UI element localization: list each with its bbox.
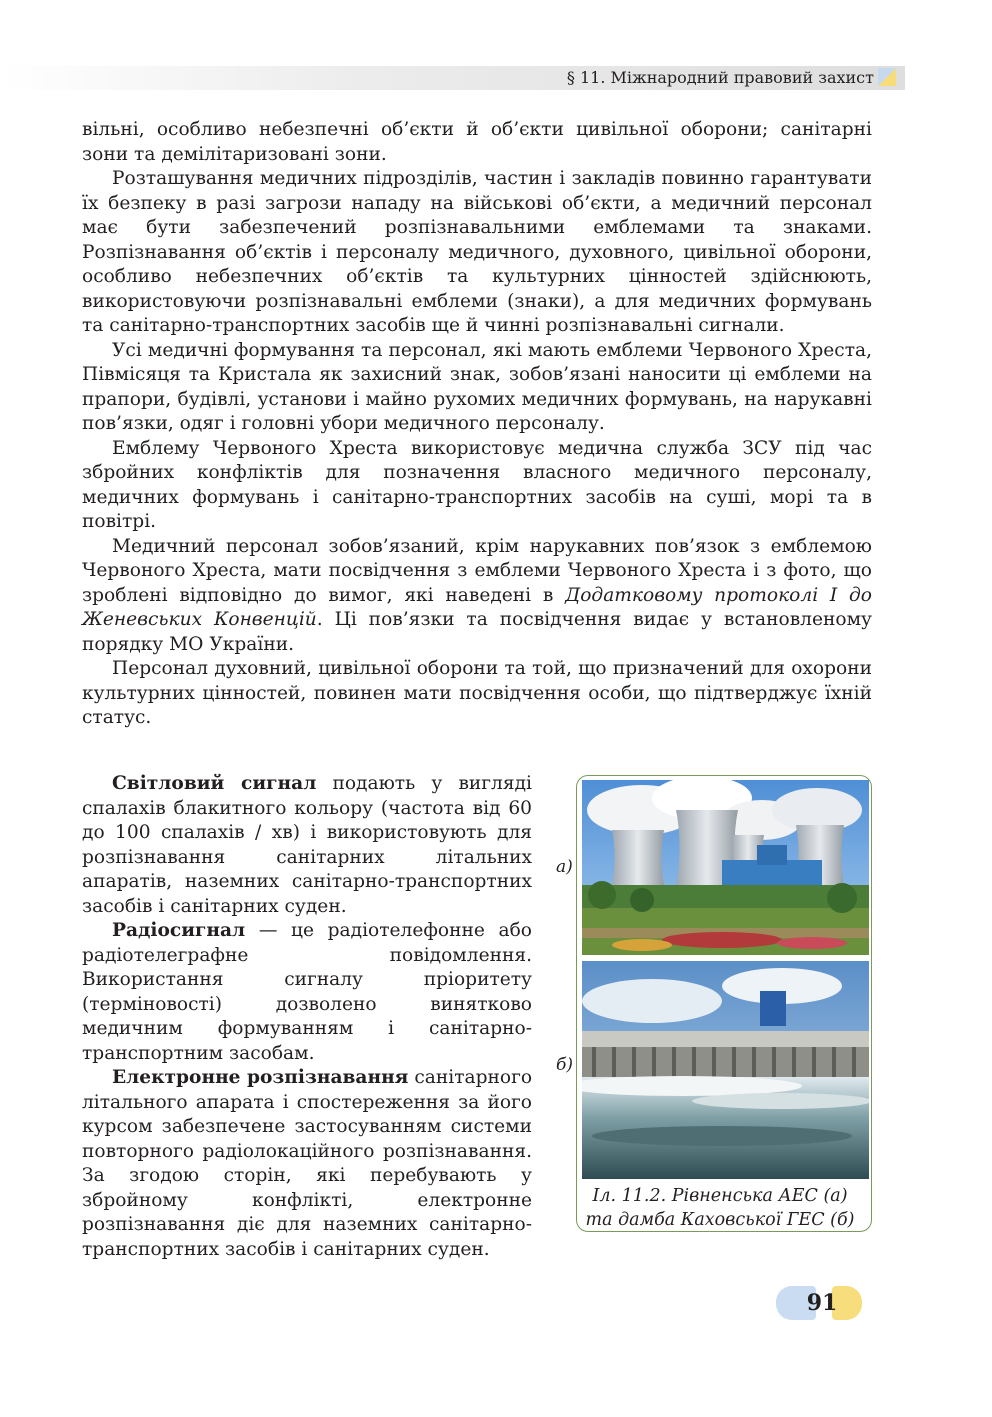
- left-column: [82, 772, 532, 1262]
- paragraph-text: подають у вигляді спалахів блакитного кольору (частота від 60 до 100 спалахів / хв) і використовують для розпізнавання санітарних літальних апаратів, наземних санітарно-транспортних засобів і санітарних суден.: [82, 773, 532, 917]
- page-number-badge: [776, 1284, 864, 1322]
- term-electronic-id: Електронне розпізнавання: [112, 1067, 409, 1088]
- protocol-reference: Додатковому протоколі І до Женевських Конвенцій: [82, 584, 872, 630]
- header-corner-mark: [878, 68, 896, 86]
- paragraph-light-signal: [82, 772, 532, 919]
- paragraph: Усі медичні формування та персонал, які мають емблеми Червоного Хреста, Півмісяця та Кристала як захисний знак, зобов’язані наносити ці емблеми на прапори, будівлі, установи і майно рухомих медичних формувань, на нарукавні пов’язки, одяг і головні убори медичного персоналу.: [82, 339, 872, 434]
- figure-label-a: а): [556, 857, 573, 877]
- paragraph-text: . Ці пов’язки та посвідчення видає у встановленому порядку МО України.: [82, 609, 872, 655]
- photo-kakhovka-dam: [582, 961, 869, 1179]
- paragraph: Емблему Червоного Хреста використовує медична служба ЗСУ під час збройних конфліктів для позначення власного медичного персоналу, медичних формувань і санітарно-транспортних засобів на суші, морі та в повітрі.: [82, 437, 872, 532]
- page-number: 91: [806, 1290, 838, 1316]
- figure-caption: [568, 1184, 872, 1232]
- paragraph-text: — це радіотелефонне або радіотелеграфне повідомлення. Використання сигналу пріоритету (терміновості) дозволено винятково медичним формуванням і санітарно-транспортним засобам.: [82, 920, 532, 1064]
- paragraph-electronic-id: [82, 1066, 532, 1262]
- figure-label-b: б): [556, 1055, 574, 1075]
- term-light-signal: Світловий сигнал: [112, 773, 317, 794]
- paragraph-text: санітарного літального апарата і спостереження за його курсом забезпечене застосуванням системи повторного радіолокаційного розпізнавання. За згодою сторін, які перебувають у збройному конфлікті, електронне розпізнавання діє для наземних санітарно-транспортних засобів і санітарних суден.: [82, 1067, 533, 1260]
- paragraph: Персонал духовний, цивільної оборони та той, що призначений для охорони культурних цінностей, повинен мати посвідчення особи, що підтверджує їхній статус.: [82, 658, 872, 728]
- paragraph-radio-signal: [82, 919, 532, 1066]
- caption-line: Іл. 11.2. Рівненська АЕС (а): [592, 1186, 848, 1206]
- running-header: § 11. Міжнародний правовий захист: [566, 68, 874, 87]
- caption-line: та дамба Каховської ГЕС (б): [585, 1210, 855, 1230]
- paragraph: [82, 535, 872, 658]
- paragraph: вільні, особливо небезпечні об’єкти й об’єкти цивільної оборони; санітарні зони та демілітаризовані зони.: [82, 119, 872, 165]
- paragraph-text: Медичний персонал зобов’язаний, крім нарукавних пов’язок з емблемою Червоного Хреста, мати посвідчення з емблеми Червоного Хреста і з фото, що зроблені відповідно до вимог, які наведені в: [82, 535, 872, 606]
- main-text: [82, 118, 872, 731]
- term-radio-signal: Радіосигнал: [112, 920, 246, 941]
- photo-nuclear-plant: [582, 780, 869, 955]
- paragraph: Розташування медичних підрозділів, частин і закладів повинно гарантувати їх безпеку в разі загрози нападу на військові об’єкти, а медичний персонал має бути забезпечений розпізнавальними емблемами та знаками. Розпізнавання об’єктів і персоналу медичного, духовного, цивільної оборони, особливо небезпечних об’єктів та культурних цінностей здійснюють, використовуючи розпізнавальні емблеми (знаки), а для медичних формувань та санітарно-транспортних засобів ще й чинні розпізнавальні сигнали.: [82, 168, 872, 336]
